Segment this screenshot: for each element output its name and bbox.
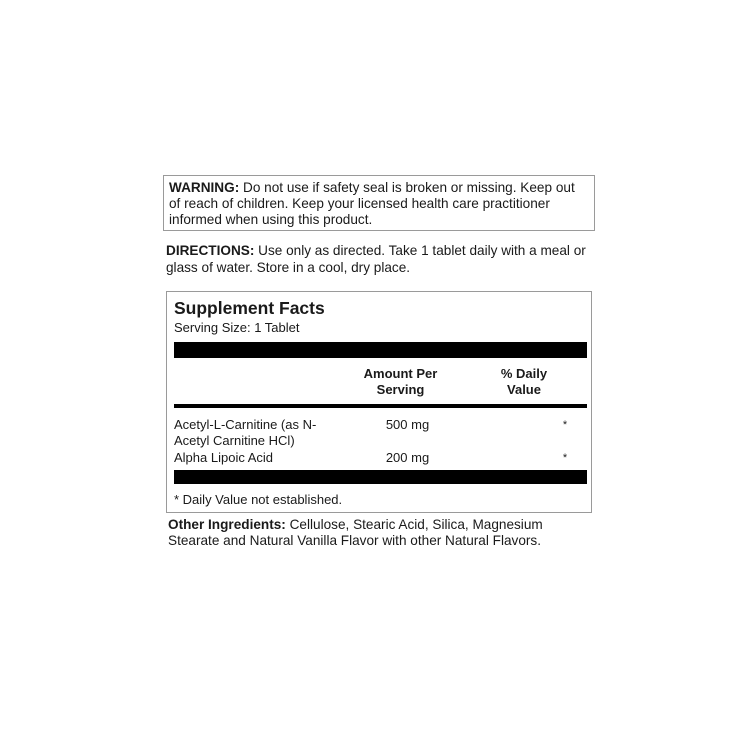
nutrient-name-line2: Acetyl Carnitine HCl) bbox=[174, 433, 295, 448]
warning-box bbox=[163, 175, 595, 231]
nutrient-daily-value: * bbox=[562, 452, 568, 464]
warning-label: WARNING: bbox=[169, 180, 240, 195]
daily-value-header bbox=[482, 366, 566, 398]
other-ingredients-text: Cellulose, Stearic Acid, Silica, Magnesium Stearate and Natural Vanilla Flavor with other Natural Flavors. bbox=[168, 517, 543, 548]
other-ingredients-label: Other Ingredients: bbox=[168, 517, 286, 532]
medium-rule bbox=[174, 404, 587, 408]
directions-label: DIRECTIONS: bbox=[166, 243, 255, 258]
dv-header-line2: Value bbox=[507, 382, 541, 397]
nutrient-amount: 200 mg bbox=[385, 450, 430, 465]
thick-rule-bottom bbox=[174, 470, 587, 484]
other-ingredients bbox=[168, 517, 588, 549]
warning-text: Do not use if safety seal is broken or missing. Keep out of reach of children. Keep your licensed health care practitioner informed when using this product. bbox=[169, 180, 575, 227]
dv-header-line1: % Daily bbox=[500, 366, 548, 381]
directions-text: Use only as directed. Take 1 tablet daily with a meal or glass of water. Store in a cool, dry place. bbox=[166, 243, 586, 275]
supplement-facts-title: Supplement Facts bbox=[174, 298, 325, 318]
amount-per-serving-header bbox=[347, 366, 454, 398]
amount-header-line1: Amount Per bbox=[363, 366, 438, 381]
directions bbox=[166, 243, 596, 276]
nutrient-daily-value: * bbox=[562, 419, 568, 431]
amount-header-line2: Serving bbox=[376, 382, 425, 397]
daily-value-footnote: * Daily Value not established. bbox=[174, 492, 343, 507]
nutrient-name-line1: Acetyl-L-Carnitine (as N- bbox=[174, 417, 317, 432]
nutrient-name: Alpha Lipoic Acid bbox=[174, 450, 274, 465]
supplement-facts-panel bbox=[166, 291, 592, 513]
nutrient-name bbox=[174, 417, 344, 449]
serving-size: Serving Size: 1 Tablet bbox=[174, 320, 300, 335]
nutrient-amount: 500 mg bbox=[385, 417, 430, 432]
thick-rule-top bbox=[174, 342, 587, 358]
